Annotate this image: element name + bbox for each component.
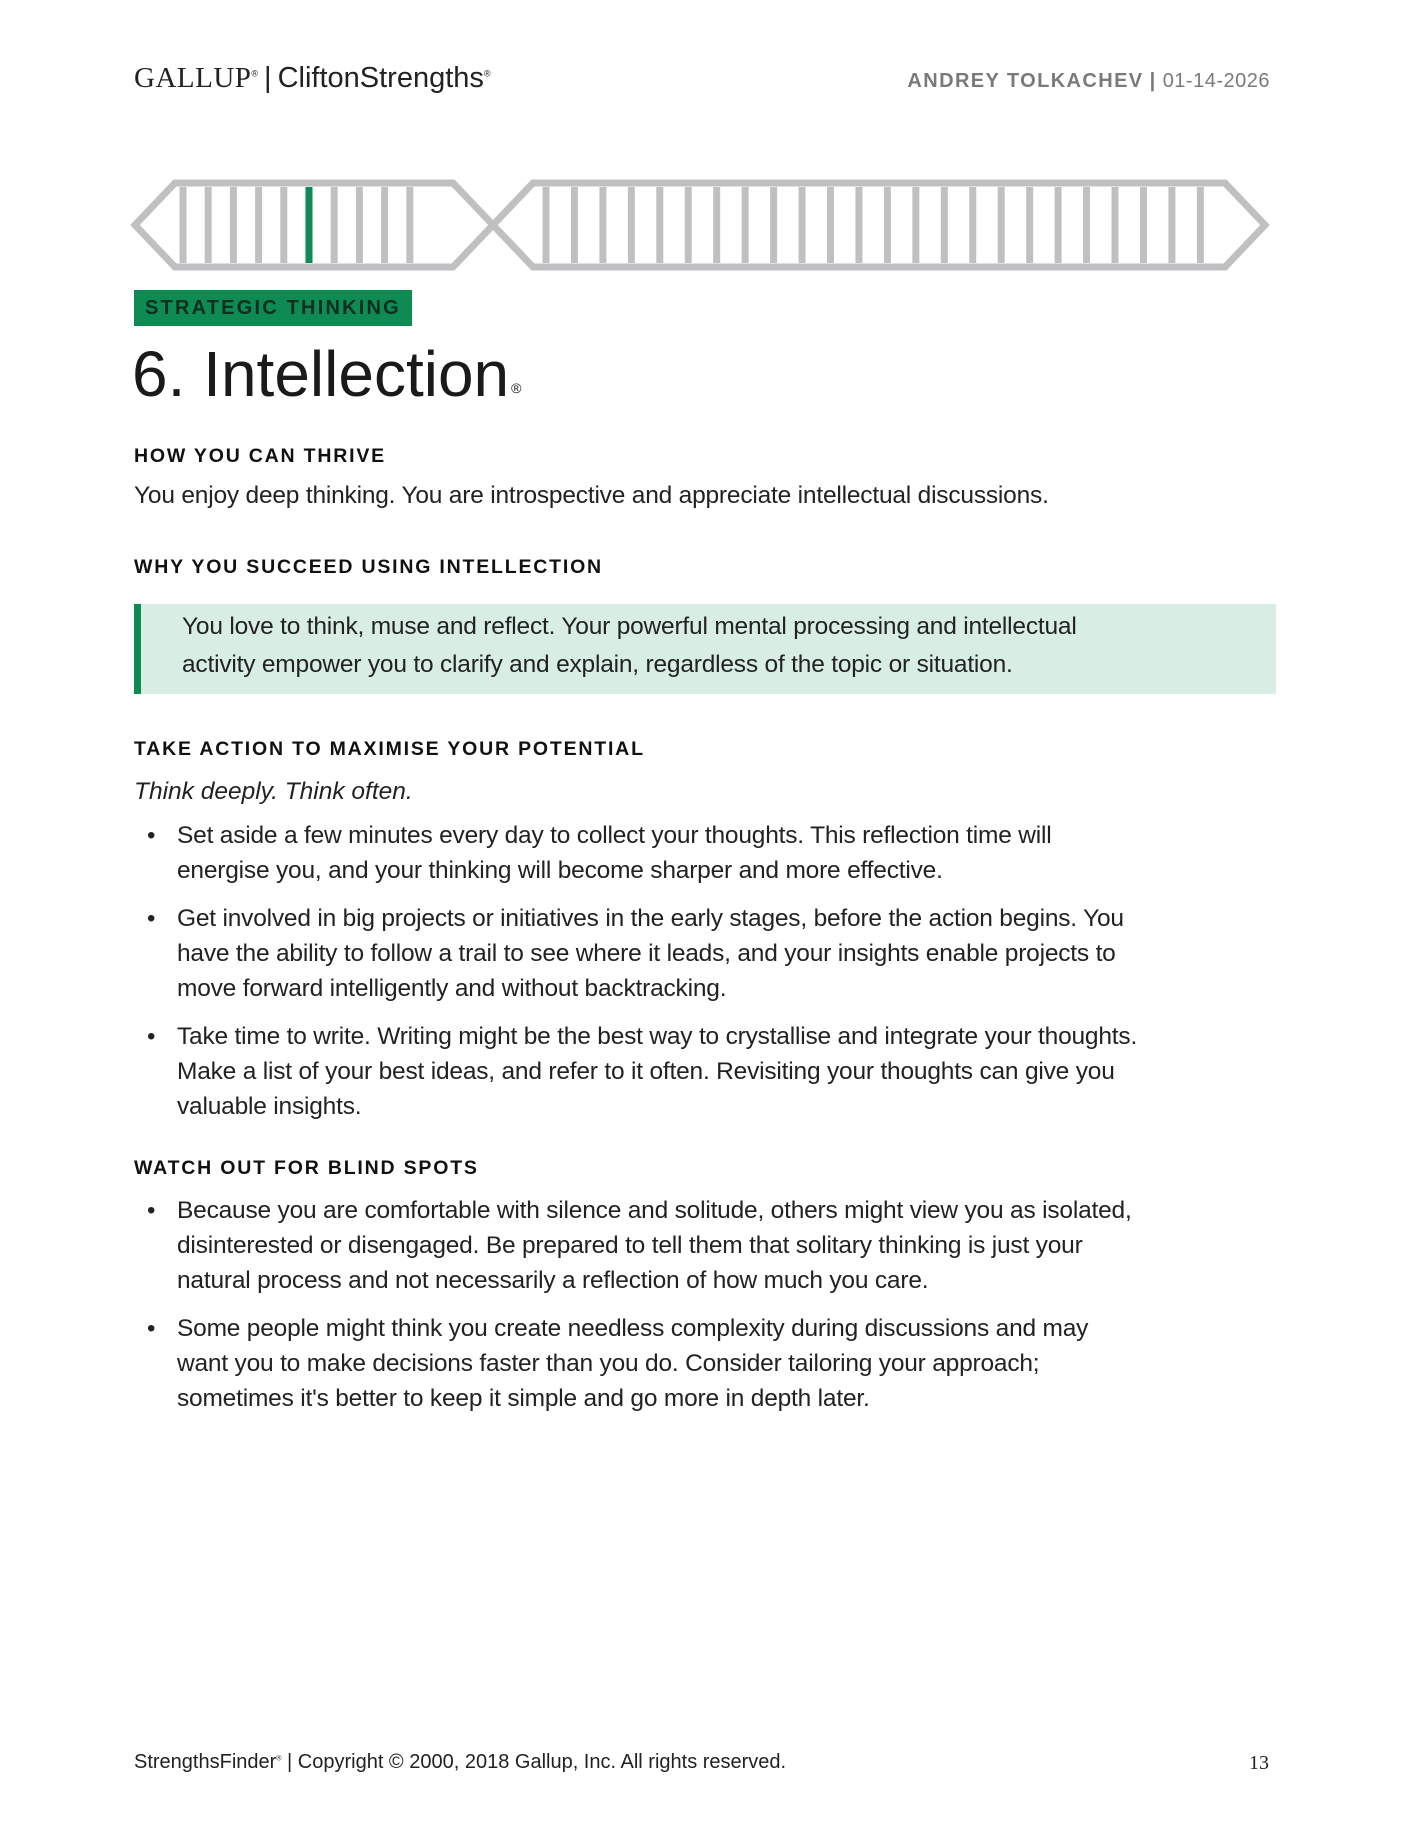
ladder-bar	[855, 187, 862, 263]
list-item	[134, 1019, 1234, 1124]
ladder-bar	[1026, 187, 1033, 263]
ladder-bar	[969, 187, 976, 263]
ladder-bar	[628, 187, 635, 263]
brand-logo	[134, 62, 491, 95]
footer-copyright	[134, 1751, 786, 1774]
ladder-bar	[599, 187, 606, 263]
ladder-bar	[1168, 187, 1175, 263]
ladder-bar	[770, 187, 777, 263]
list-item-line: sometimes it's better to keep it simple and go more in depth later.	[177, 1385, 870, 1412]
theme-title	[132, 336, 521, 412]
report-date: 01-14-2026	[1162, 70, 1270, 92]
strengths-ladder-graphic	[130, 175, 1280, 275]
succeed-callout-line: You love to think, muse and reflect. Your powerful mental processing and intellectual	[182, 613, 1077, 640]
ladder-bar	[998, 187, 1005, 263]
report-owner	[907, 70, 1270, 93]
date-separator: |	[1149, 70, 1157, 92]
bullet-icon: •	[147, 1023, 156, 1050]
ladder-bar	[1112, 187, 1119, 263]
page-header	[134, 56, 1270, 104]
list-item	[134, 1193, 1234, 1298]
ladder-bar	[912, 187, 919, 263]
list-item-line: valuable insights.	[177, 1093, 362, 1120]
theme-title-text: 6. Intellection	[132, 338, 510, 410]
ladder-bar	[356, 187, 363, 263]
bullet-icon: •	[147, 1315, 156, 1342]
succeed-callout	[134, 604, 1276, 694]
bullet-icon: •	[147, 822, 156, 849]
ladder-bar	[827, 187, 834, 263]
list-item	[134, 1311, 1234, 1416]
ladder-bar	[685, 187, 692, 263]
blind-spots-list	[134, 1193, 1234, 1429]
ladder-bar	[406, 187, 413, 263]
list-item-line: Because you are comfortable with silence and solitude, others might view you as isolated,	[177, 1197, 1132, 1224]
product-wordmark: CliftonStrengths	[277, 62, 484, 94]
ladder-bar	[1083, 187, 1090, 263]
list-item-line: Make a list of your best ideas, and refer to it often. Revisiting your thoughts can give you	[177, 1058, 1115, 1085]
bullet-icon: •	[147, 1197, 156, 1224]
page-number: 13	[1249, 1752, 1269, 1774]
list-item-line: Get involved in big projects or initiatives in the early stages, before the action begins. You	[177, 905, 1124, 932]
ladder-bar	[255, 187, 262, 263]
ladder-bar	[713, 187, 720, 263]
user-name: ANDREY TOLKACHEV	[907, 70, 1144, 92]
gallup-registered-mark: ®	[251, 68, 259, 79]
action-heading: TAKE ACTION TO MAXIMISE YOUR POTENTIAL	[134, 738, 645, 760]
list-item-line: disinterested or disengaged. Be prepared to tell them that solitary thinking is just your	[177, 1232, 1083, 1259]
theme-registered-mark: ®	[511, 380, 522, 396]
action-tagline: Think deeply. Think often.	[134, 778, 413, 805]
action-list	[134, 818, 1234, 1137]
ladder-bar	[742, 187, 749, 263]
ladder-bar	[205, 187, 212, 263]
ladder-bar	[331, 187, 338, 263]
list-item-line: have the ability to follow a trail to see where it leads, and your insights enable projects to	[177, 940, 1116, 967]
list-item-line: move forward intelligently and without backtracking.	[177, 975, 727, 1002]
list-item-line: want you to make decisions faster than you do. Consider tailoring your approach;	[177, 1350, 1040, 1377]
list-item-line: Take time to write. Writing might be the best way to crystallise and integrate your thoughts.	[177, 1023, 1138, 1050]
list-item	[134, 818, 1234, 888]
ladder-bar	[1055, 187, 1062, 263]
bullet-icon: •	[147, 905, 156, 932]
gallup-wordmark: GALLUP	[134, 62, 252, 94]
list-item-line: Some people might think you create needless complexity during discussions and may	[177, 1315, 1089, 1342]
ladder-bar	[799, 187, 806, 263]
ladder-bar	[180, 187, 187, 263]
product-registered-mark: ®	[483, 68, 491, 79]
ladder-bottom-section-outline	[493, 183, 1265, 267]
ladder-bar	[1197, 187, 1204, 263]
footer-copyright-text: | Copyright © 2000, 2018 Gallup, Inc. All rights reserved.	[287, 1751, 787, 1773]
thrive-text: You enjoy deep thinking. You are introspective and appreciate intellectual discussions.	[134, 482, 1049, 509]
thrive-heading: HOW YOU CAN THRIVE	[134, 445, 386, 467]
list-item	[134, 901, 1234, 1006]
brand-separator: |	[264, 62, 272, 94]
list-item-line: energise you, and your thinking will become sharper and more effective.	[177, 857, 943, 884]
ladder-bar	[381, 187, 388, 263]
blind-spots-heading: WATCH OUT FOR BLIND SPOTS	[134, 1157, 479, 1179]
ladder-bar	[884, 187, 891, 263]
footer-registered-mark: ®	[276, 1755, 282, 1763]
list-item-line: natural process and not necessarily a reflection of how much you care.	[177, 1267, 929, 1294]
ladder-bar	[230, 187, 237, 263]
ladder-bar	[543, 187, 550, 263]
ladder-bar	[1140, 187, 1147, 263]
succeed-callout-line: activity empower you to clarify and explain, regardless of the topic or situation.	[182, 651, 1013, 678]
domain-badge: STRATEGIC THINKING	[134, 290, 412, 326]
footer-product: StrengthsFinder	[134, 1751, 277, 1773]
list-item-line: Set aside a few minutes every day to collect your thoughts. This reflection time will	[177, 822, 1052, 849]
ladder-bar	[656, 187, 663, 263]
succeed-heading: WHY YOU SUCCEED USING INTELLECTION	[134, 556, 603, 578]
ladder-bar	[941, 187, 948, 263]
ladder-bar	[571, 187, 578, 263]
ladder-bar-highlighted	[306, 187, 313, 263]
ladder-bar	[280, 187, 287, 263]
ladder-top-section-outline	[135, 183, 493, 267]
